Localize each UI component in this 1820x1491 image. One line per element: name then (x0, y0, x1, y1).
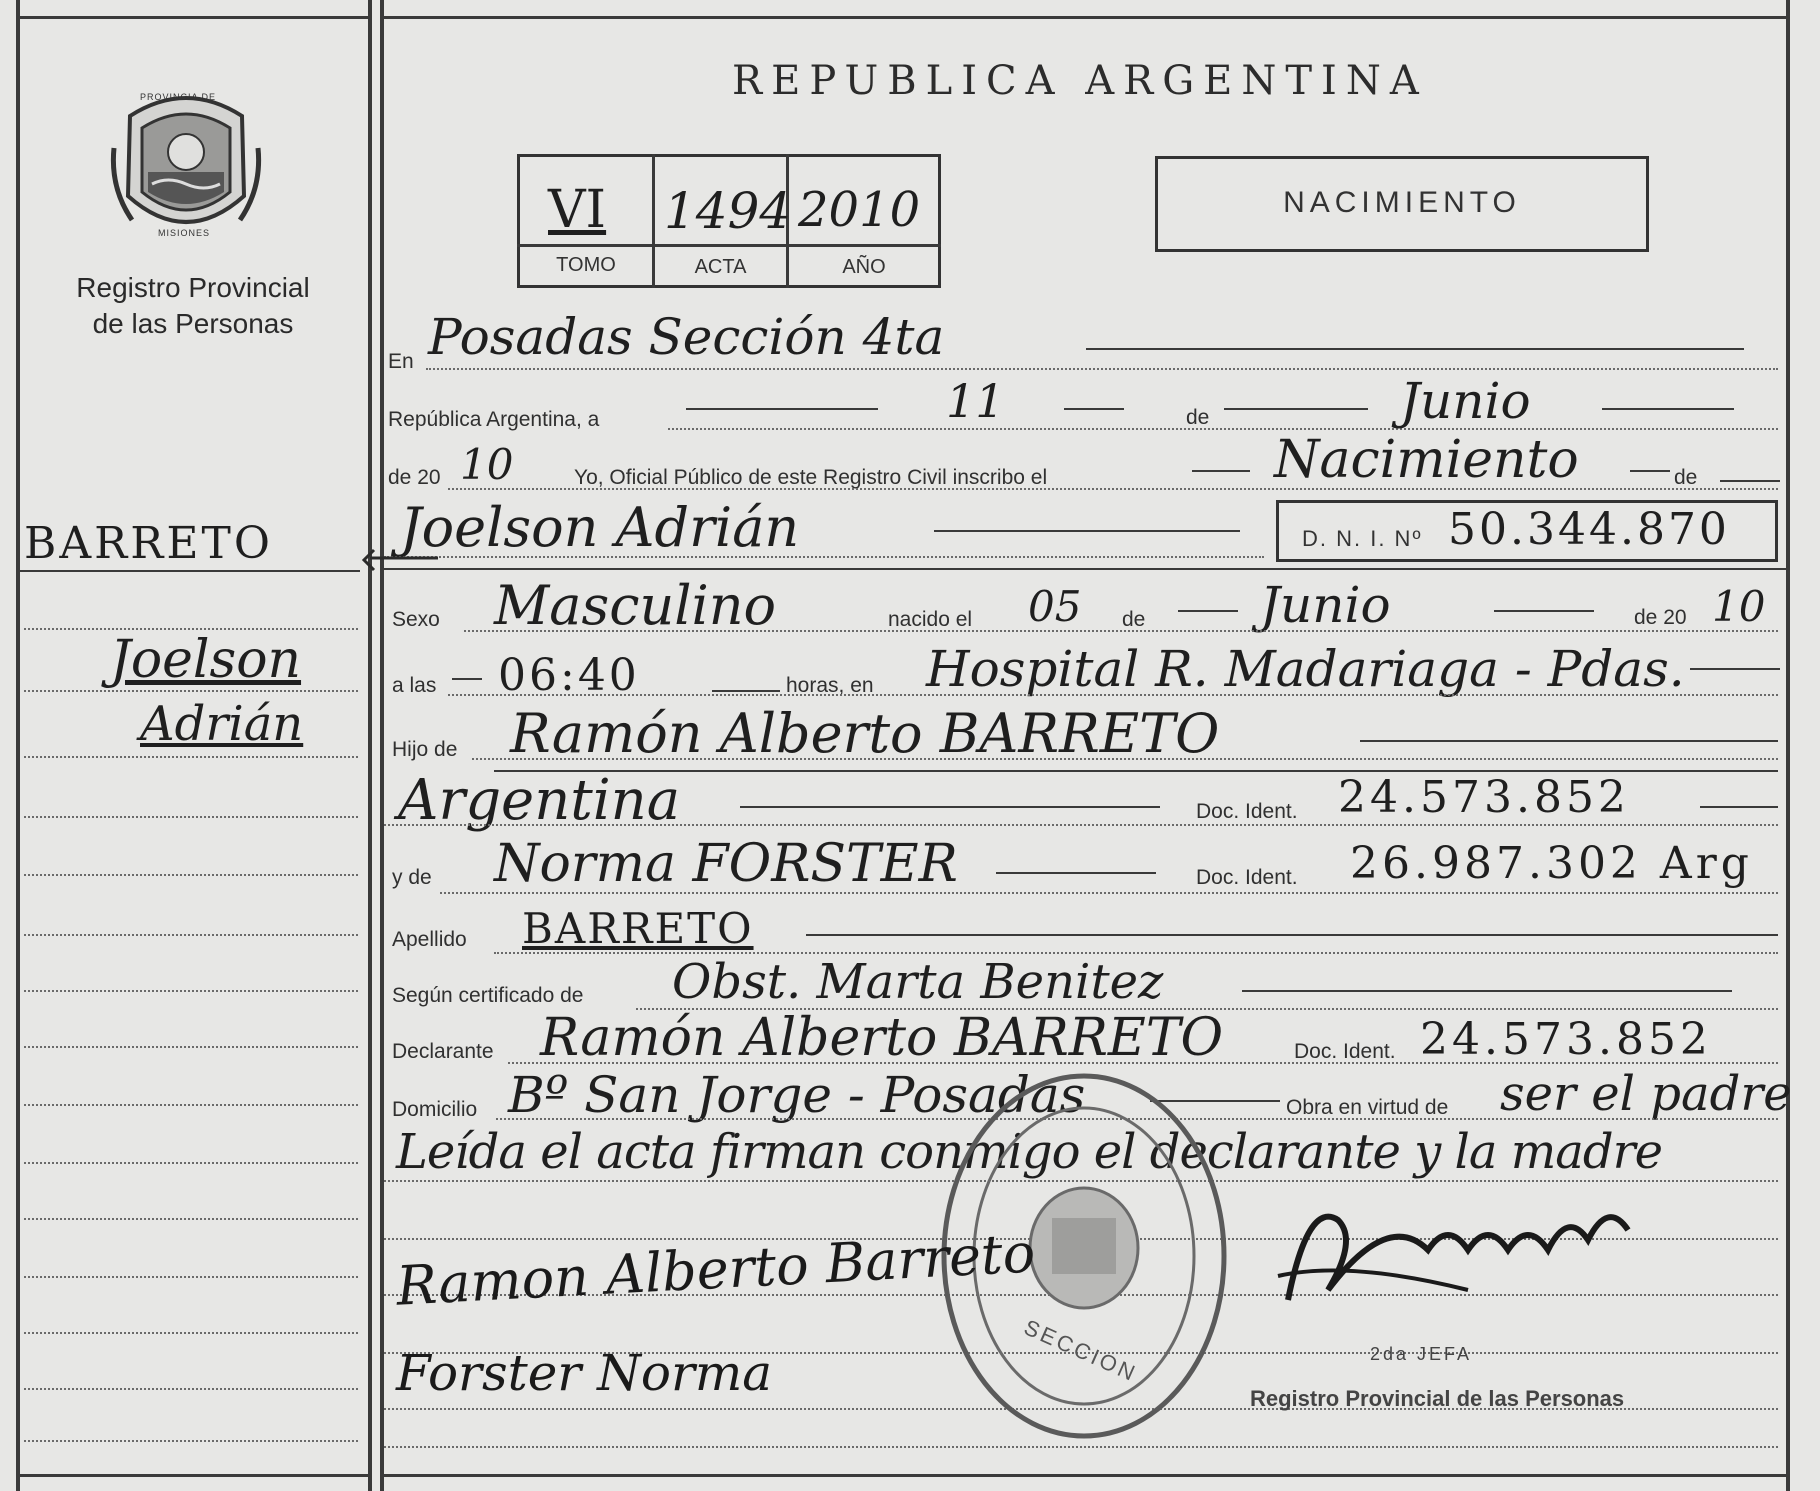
nationality-line (384, 824, 1778, 826)
country-title: REPUBLICA ARGENTINA (732, 58, 1428, 104)
column-divider-line-2 (380, 0, 384, 1491)
blank-line (384, 1446, 1778, 1448)
oficial-label: Yo, Oficial Público de este Registro Civil inscribo el (574, 466, 1048, 489)
child-name-dash (934, 530, 1240, 532)
place-line (426, 368, 1778, 370)
child-name-value: Joelson Adrián (400, 496, 800, 559)
mother-signature: Forster Norma (396, 1344, 773, 1402)
place-dash (1086, 348, 1744, 350)
section-divider (382, 568, 1786, 570)
sexo-label: Sexo (392, 608, 440, 631)
act-type-label: NACIMIENTO (1283, 186, 1521, 219)
certificado-value: Obst. Marta Benitez (672, 954, 1164, 1010)
doc-ident-label-3: Doc. Ident. (1294, 1040, 1396, 1063)
father-signature: Ramon Alberto Barreto (394, 1221, 1037, 1318)
time-dash-left (452, 678, 482, 680)
official-stamp-line2: Registro Provincial de las Personas (1250, 1386, 1625, 1411)
bottom-right-line (382, 1474, 1786, 1477)
margin-dotted-line (24, 1276, 358, 1278)
child-name-line (384, 556, 1264, 558)
inscribe-type-value: Nacimiento (1274, 430, 1579, 490)
table-row-divider (517, 244, 941, 247)
margin-dotted-line (24, 934, 358, 936)
dni-value: 50.344.870 (1448, 504, 1730, 555)
bottom-left-line (18, 1474, 368, 1477)
domicilio-value: Bº San Jorge - Posadas (508, 1066, 1086, 1124)
nacido-label: nacido el (888, 608, 973, 631)
anio-value: 2010 (798, 182, 921, 238)
month-value: Junio (1400, 372, 1531, 430)
margin-first-name: Joelson (110, 630, 302, 690)
father-nationality-value: Argentina (398, 768, 681, 833)
time-value: 06:40 (498, 650, 640, 701)
birth-place-dash (1690, 668, 1780, 670)
top-left-line (18, 16, 368, 19)
right-border-line (1786, 0, 1790, 1491)
margin-surname: BARRETO (24, 518, 273, 569)
place-value: Posadas Sección 4ta (428, 308, 945, 366)
day-dash-left (686, 408, 878, 410)
emblem-text-bottom: MISIONES (158, 228, 211, 238)
anio-label: AÑO (842, 256, 886, 278)
margin-dotted-line (24, 1218, 358, 1220)
segun-label: Según certificado de (392, 984, 584, 1007)
day-dash-right (1064, 408, 1124, 410)
tomo-label: TOMO (556, 254, 616, 276)
margin-pointer-arrow (360, 540, 440, 585)
year-prefix-label: de 20 (388, 466, 441, 489)
doc-ident-label: Doc. Ident. (1196, 800, 1298, 823)
domicilio-label: Domicilio (392, 1098, 478, 1121)
margin-second-name: Adrián (140, 696, 304, 752)
margin-dotted-line (24, 1104, 358, 1106)
margin-surname-underline (20, 570, 360, 572)
seal-section-text: SECCION (1020, 1314, 1142, 1387)
time-dash-right (712, 690, 780, 692)
declarante-doc-value: 24.573.852 (1420, 1014, 1712, 1065)
horas-label: horas, en (786, 674, 874, 697)
hijo-line (472, 758, 1778, 760)
birth-de-label: de (1122, 608, 1146, 631)
registry-name-line2: de las Personas (92, 308, 294, 339)
inscribe-dash-right (1630, 470, 1670, 472)
margin-dotted-line (24, 1332, 358, 1334)
father-name-value: Ramón Alberto BARRETO (510, 702, 1220, 765)
republica-line (668, 428, 1778, 430)
alas-label: a las (392, 674, 437, 697)
mother-name-dash (996, 872, 1156, 874)
alas-line (448, 694, 1778, 696)
margin-dotted-line (24, 874, 358, 876)
inscribe-dash (1192, 470, 1250, 472)
margin-dotted-line (24, 990, 358, 992)
margin-dotted-line (24, 816, 358, 818)
sexo-value: Masculino (494, 574, 777, 637)
year-suffix-value: 10 (460, 440, 514, 489)
mother-name-value: Norma FORSTER (494, 834, 958, 894)
month-dash-right (1602, 408, 1734, 410)
de-label: de (1186, 406, 1210, 429)
mother-doc-value: 26.987.302 Arg (1350, 838, 1753, 889)
margin-dotted-line (24, 690, 358, 692)
acta-label: ACTA (694, 256, 747, 278)
sexo-line (464, 630, 1778, 632)
yde-line (440, 892, 1778, 894)
father-doc-dash (1700, 806, 1778, 808)
inscribe-dash-end (1720, 480, 1780, 482)
declarante-line (508, 1062, 1778, 1064)
margin-dotted-line (24, 756, 358, 758)
official-signature (1268, 1180, 1648, 1330)
certificado-dash (1242, 990, 1732, 992)
hijo-label: Hijo de (392, 738, 458, 761)
republica-label: República Argentina, a (388, 408, 600, 431)
day-value: 11 (946, 374, 1005, 428)
father-doc-value: 24.573.852 (1338, 772, 1630, 823)
birth-day-value: 05 (1028, 582, 1082, 631)
registry-name-line1: Registro Provincial (76, 272, 310, 303)
birth-month-dash-right (1494, 610, 1594, 612)
de-label-2: de (1674, 466, 1698, 489)
emblem-text-top: PROVINCIA DE (140, 92, 217, 102)
declarante-value: Ramón Alberto BARRETO (540, 1008, 1224, 1068)
official-stamp-line1: 2da JEFA (1370, 1344, 1473, 1364)
apellido-dash (806, 934, 1778, 936)
column-divider-line (368, 0, 372, 1491)
birth-month-dash-left (1178, 610, 1238, 612)
margin-dotted-line (24, 1388, 358, 1390)
declarante-label: Declarante (392, 1040, 494, 1063)
en-label: En (388, 350, 414, 373)
provincial-emblem (108, 88, 264, 246)
father-name-dash (1360, 740, 1778, 742)
birth-year-prefix-label: de 20 (1634, 606, 1687, 629)
acta-value: 1494 (664, 182, 792, 240)
yde-label: y de (392, 866, 432, 889)
birth-month-value: Junio (1260, 576, 1391, 634)
birth-year-suffix-value: 10 (1712, 582, 1766, 631)
margin-dotted-line (24, 1046, 358, 1048)
month-dash-left (1224, 408, 1368, 410)
dni-label: D. N. I. Nº (1302, 526, 1423, 551)
margin-dotted-line (24, 1440, 358, 1442)
leida-text: Leída el acta firman conmigo el declarante y la madre (396, 1124, 1662, 1180)
margin-dotted-line (24, 1162, 358, 1164)
left-border-line (16, 0, 20, 1491)
margin-dotted-line (24, 628, 358, 630)
birth-place-value: Hospital R. Madariaga - Pdas. (926, 640, 1685, 698)
apellido-value: BARRETO (522, 904, 754, 953)
apellido-label: Apellido (392, 928, 467, 951)
nationality-dash (740, 806, 1160, 808)
obra-label: Obra en virtud de (1286, 1096, 1449, 1119)
obra-value: ser el padre (1500, 1066, 1792, 1122)
top-right-line (382, 16, 1786, 19)
doc-ident-label-2: Doc. Ident. (1196, 866, 1298, 889)
tomo-value: VI (548, 180, 607, 240)
